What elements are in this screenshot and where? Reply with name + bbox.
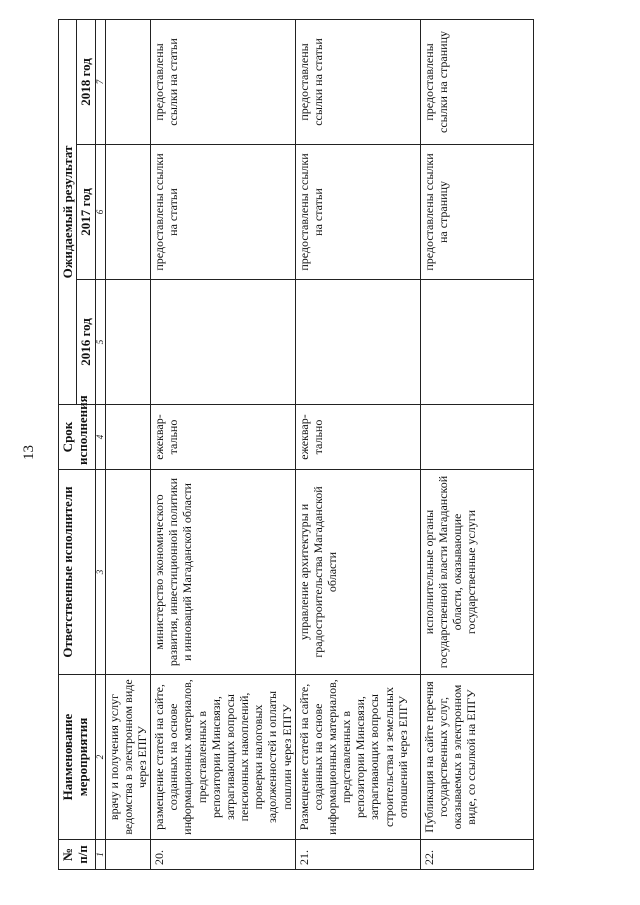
- row-name: врачу и получения услуг ведомства в электронном виде через ЕПГУ: [105, 675, 150, 840]
- header-responsible: Ответственные исполнители: [59, 470, 96, 675]
- table-row: [151, 19, 296, 869]
- row-num: 20.: [151, 840, 296, 870]
- header-2017: 2017 год: [77, 145, 95, 280]
- header-2018: 2018 год: [77, 19, 95, 144]
- events-table: [58, 19, 534, 870]
- column-index: 7: [95, 19, 105, 144]
- row-2016: [295, 280, 420, 405]
- row-2016: [420, 280, 533, 405]
- row-responsible: исполнительные органы государственной власти Магаданской области, оказывающие государственные услуги: [420, 470, 533, 675]
- row-num: 22.: [420, 840, 533, 870]
- row-2017: [105, 145, 150, 280]
- header-2016: 2016 год: [77, 280, 95, 405]
- row-num: 21.: [295, 840, 420, 870]
- row-2017: предоставлены ссылки на статьи: [295, 145, 420, 280]
- row-responsible: [105, 470, 150, 675]
- row-responsible: министерство экономического развития, инвестиционной политики и инноваций Магаданской области: [151, 470, 296, 675]
- column-index-row: [95, 19, 105, 869]
- header-expected-result: Ожидаемый результат: [59, 19, 77, 404]
- column-index: 6: [95, 145, 105, 280]
- row-num: [105, 840, 150, 870]
- page-number: 13: [21, 445, 37, 460]
- header-deadline: Срок исполнения: [59, 405, 96, 470]
- column-index: 2: [95, 675, 105, 840]
- table-row: [420, 19, 533, 869]
- rotated-page-content: [58, 20, 598, 870]
- row-name: размещение статей на сайте, созданных на основе информационных материалов, представленных в репозитории Минсвязи, затрагивающих вопросы пенсионных накоплений, проверки налоговых задолженностей и оплаты пошлин через ЕПГУ: [151, 675, 296, 840]
- column-index: 5: [95, 280, 105, 405]
- row-deadline: ежеквар-тально: [151, 405, 296, 470]
- row-deadline: [420, 405, 533, 470]
- header-num: № п/п: [59, 840, 96, 870]
- column-index: 4: [95, 405, 105, 470]
- row-name: Размещение статей на сайте, созданных на основе информационных материалов, представленных в репозитории Минсвязи, затрагивающих вопросы строительства и земельных отношений через ЕПГУ: [295, 675, 420, 840]
- row-2017: предоставлены ссылки на статьи: [151, 145, 296, 280]
- row-2018: предоставлены ссылки на страницу: [420, 19, 533, 144]
- table-row: [295, 19, 420, 869]
- header-name: Наименование мероприятия: [59, 675, 96, 840]
- row-2018: предоставлены ссылки на статьи: [151, 19, 296, 144]
- row-2018: предоставлены ссылки на статьи: [295, 19, 420, 144]
- column-index: 1: [95, 840, 105, 870]
- row-2016: [151, 280, 296, 405]
- row-deadline: ежеквар-тально: [295, 405, 420, 470]
- row-deadline: [105, 405, 150, 470]
- table-row: [105, 19, 150, 869]
- row-2018: [105, 19, 150, 144]
- table-header-row: [59, 19, 77, 869]
- row-name: Публикация на сайте перечня государственных услуг, оказываемых в электронном виде, со ссылкой на ЕПГУ: [420, 675, 533, 840]
- row-2017: предоставлены ссылки на страницу: [420, 145, 533, 280]
- column-index: 3: [95, 470, 105, 675]
- row-responsible: управление архитектуры и градостроительства Магаданской области: [295, 470, 420, 675]
- row-2016: [105, 280, 150, 405]
